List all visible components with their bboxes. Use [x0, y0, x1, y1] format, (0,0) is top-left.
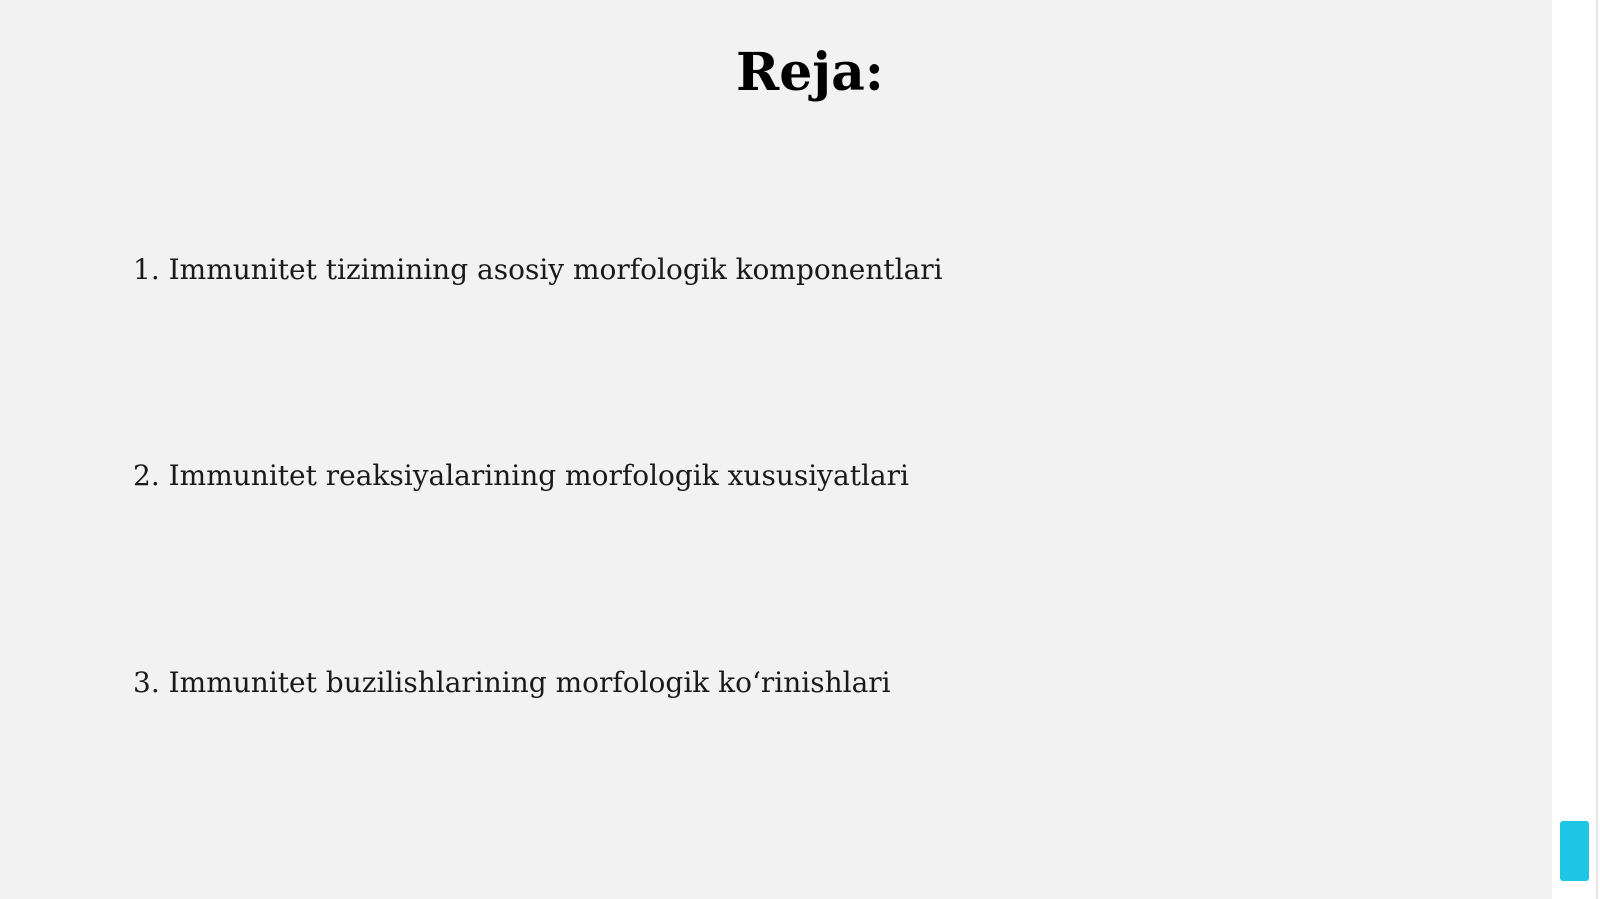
- slide-title: Reja:: [735, 42, 884, 103]
- plan-item-1: 1. Immunitet tizimining asosiy morfologik komponentlari: [133, 253, 943, 286]
- viewer-edge-divider: [1596, 0, 1598, 899]
- plan-item-3: 3. Immunitet buzilishlarining morfologik koʻrinishlari: [133, 666, 891, 699]
- plan-item-2: 2. Immunitet reaksiyalarining morfologik xususiyatlari: [133, 459, 909, 492]
- side-scroll-tab[interactable]: [1560, 821, 1589, 881]
